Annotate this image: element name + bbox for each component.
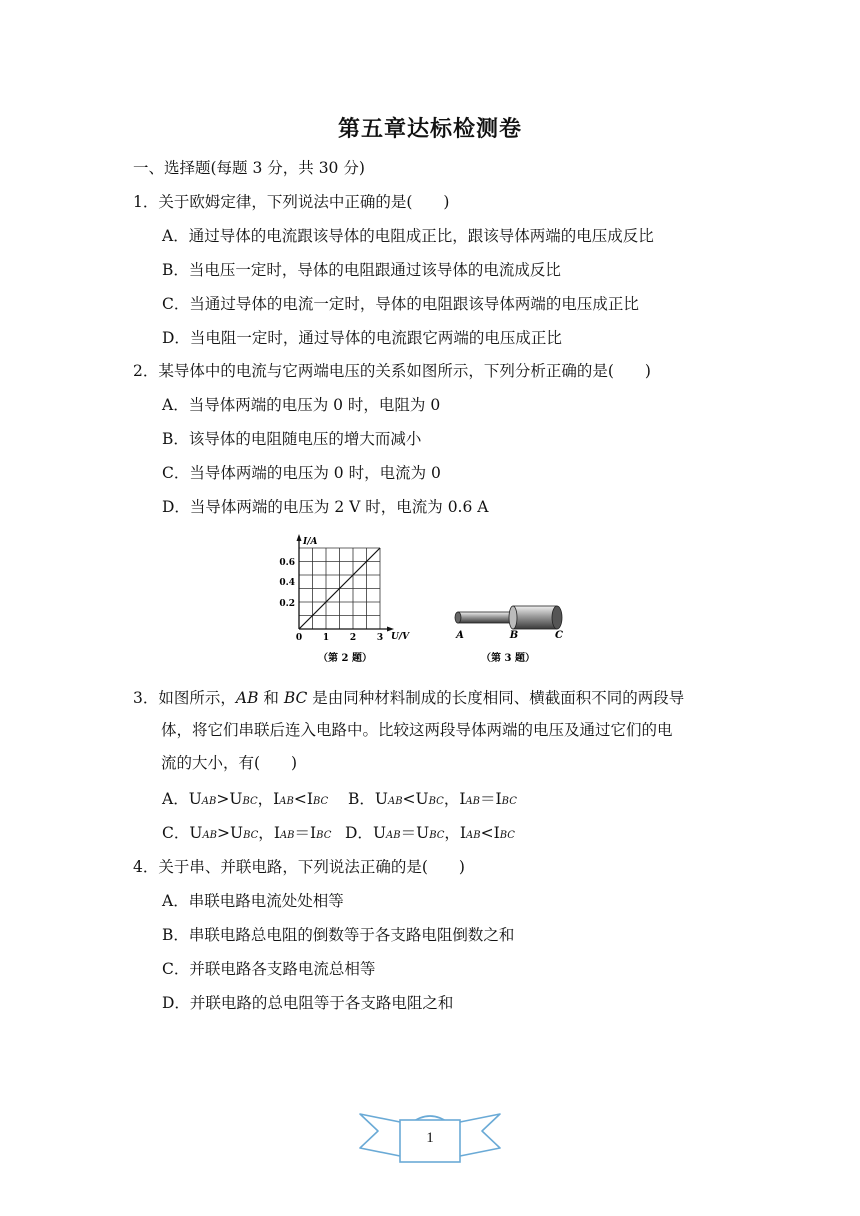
q4-option-c: C．并联电路各支路电流总相等 (162, 960, 376, 978)
figure-3-conductor (448, 600, 578, 668)
q3-stem-line-3: 流的大小，有( ) (161, 754, 298, 772)
thick-end (552, 606, 562, 629)
x-axis-arrow (387, 627, 394, 632)
x-tick-0: 0 (295, 633, 303, 643)
q4-option-b: B．串联电路总电阻的倒数等于各支路电阻倒数之和 (162, 926, 515, 944)
q1-option-b: B．当电压一定时，导体的电阻跟通过该导体的电流成反比 (162, 261, 561, 279)
x-tick-3: 3 (376, 633, 384, 643)
q1-option-c: C．当通过导体的电流一定时，导体的电阻跟该导体两端的电压成正比 (162, 295, 639, 313)
x-axis-label: U/V (391, 632, 410, 642)
q4-option-a: A．串联电路电流处处相等 (162, 892, 344, 910)
x-tick-2: 2 (349, 633, 357, 643)
y-axis-label: I/A (303, 537, 318, 547)
thick-segment-bc (513, 606, 557, 629)
y-tick-0.6: 0.6 (279, 558, 295, 568)
q2-option-a: A．当导体两端的电压为 0 时，电阻为 0 (162, 396, 441, 414)
q3-stem-line-1: 3．如图所示，AB 和 BC 是由同种材料制成的长度相同、横截面积不同的两段导 (133, 689, 685, 707)
q3-option-d: D．UAB＝UBC，IAB<IBC (345, 824, 515, 842)
figure-3-caption: （第 3 题） (481, 653, 535, 664)
q2-option-b: B．该导体的电阻随电压的增大而减小 (162, 430, 422, 448)
q1-option-a: A．通过导体的电流跟该导体的电阻成正比，跟该导体两端的电压成反比 (162, 227, 654, 245)
page-number: 1 (426, 1130, 434, 1146)
q4-option-d: D．并联电路的总电阻等于各支路电阻之和 (162, 994, 454, 1012)
q1-stem: 1．关于欧姆定律，下列说法中正确的是( ) (133, 193, 450, 211)
y-tick-0.2: 0.2 (279, 599, 295, 609)
q3-option-a: A．UAB>UBC，IAB<IBC (162, 790, 329, 808)
thick-joint (509, 606, 517, 629)
q2-option-c: C．当导体两端的电压为 0 时，电流为 0 (162, 464, 441, 482)
section-heading: 一、选择题(每题 3 分，共 30 分) (133, 159, 365, 177)
q3-option-c: C．UAB>UBC，IAB＝IBC (162, 824, 332, 842)
y-tick-0.4: 0.4 (279, 578, 295, 588)
q2-stem: 2．某导体中的电流与它两端电压的关系如图所示，下列分析正确的是( ) (133, 362, 651, 380)
label-a: A (456, 630, 464, 641)
figure-2-caption: （第 2 题） (318, 653, 372, 664)
thin-segment-ab (458, 612, 513, 623)
x-tick-1: 1 (322, 633, 330, 643)
y-axis-arrow (297, 534, 302, 541)
q3-option-b: B．UAB<UBC，IAB＝IBC (348, 790, 517, 808)
label-b: B (509, 630, 519, 641)
label-c: C (555, 630, 563, 641)
figure-2-graph (272, 528, 422, 668)
q4-stem: 4．关于串、并联电路，下列说法正确的是( ) (133, 858, 465, 876)
page-title: 第五章达标检测卷 (337, 117, 522, 142)
q1-option-d: D．当电阻一定时，通过导体的电流跟它两端的电压成正比 (162, 329, 562, 347)
thin-end (455, 612, 461, 623)
q3-stem-line-2: 体，将它们串联后连入电路中。比较这两段导体两端的电压及通过它们的电 (161, 721, 673, 739)
q2-option-d: D．当导体两端的电压为 2 V 时，电流为 0.6 A (162, 498, 489, 516)
